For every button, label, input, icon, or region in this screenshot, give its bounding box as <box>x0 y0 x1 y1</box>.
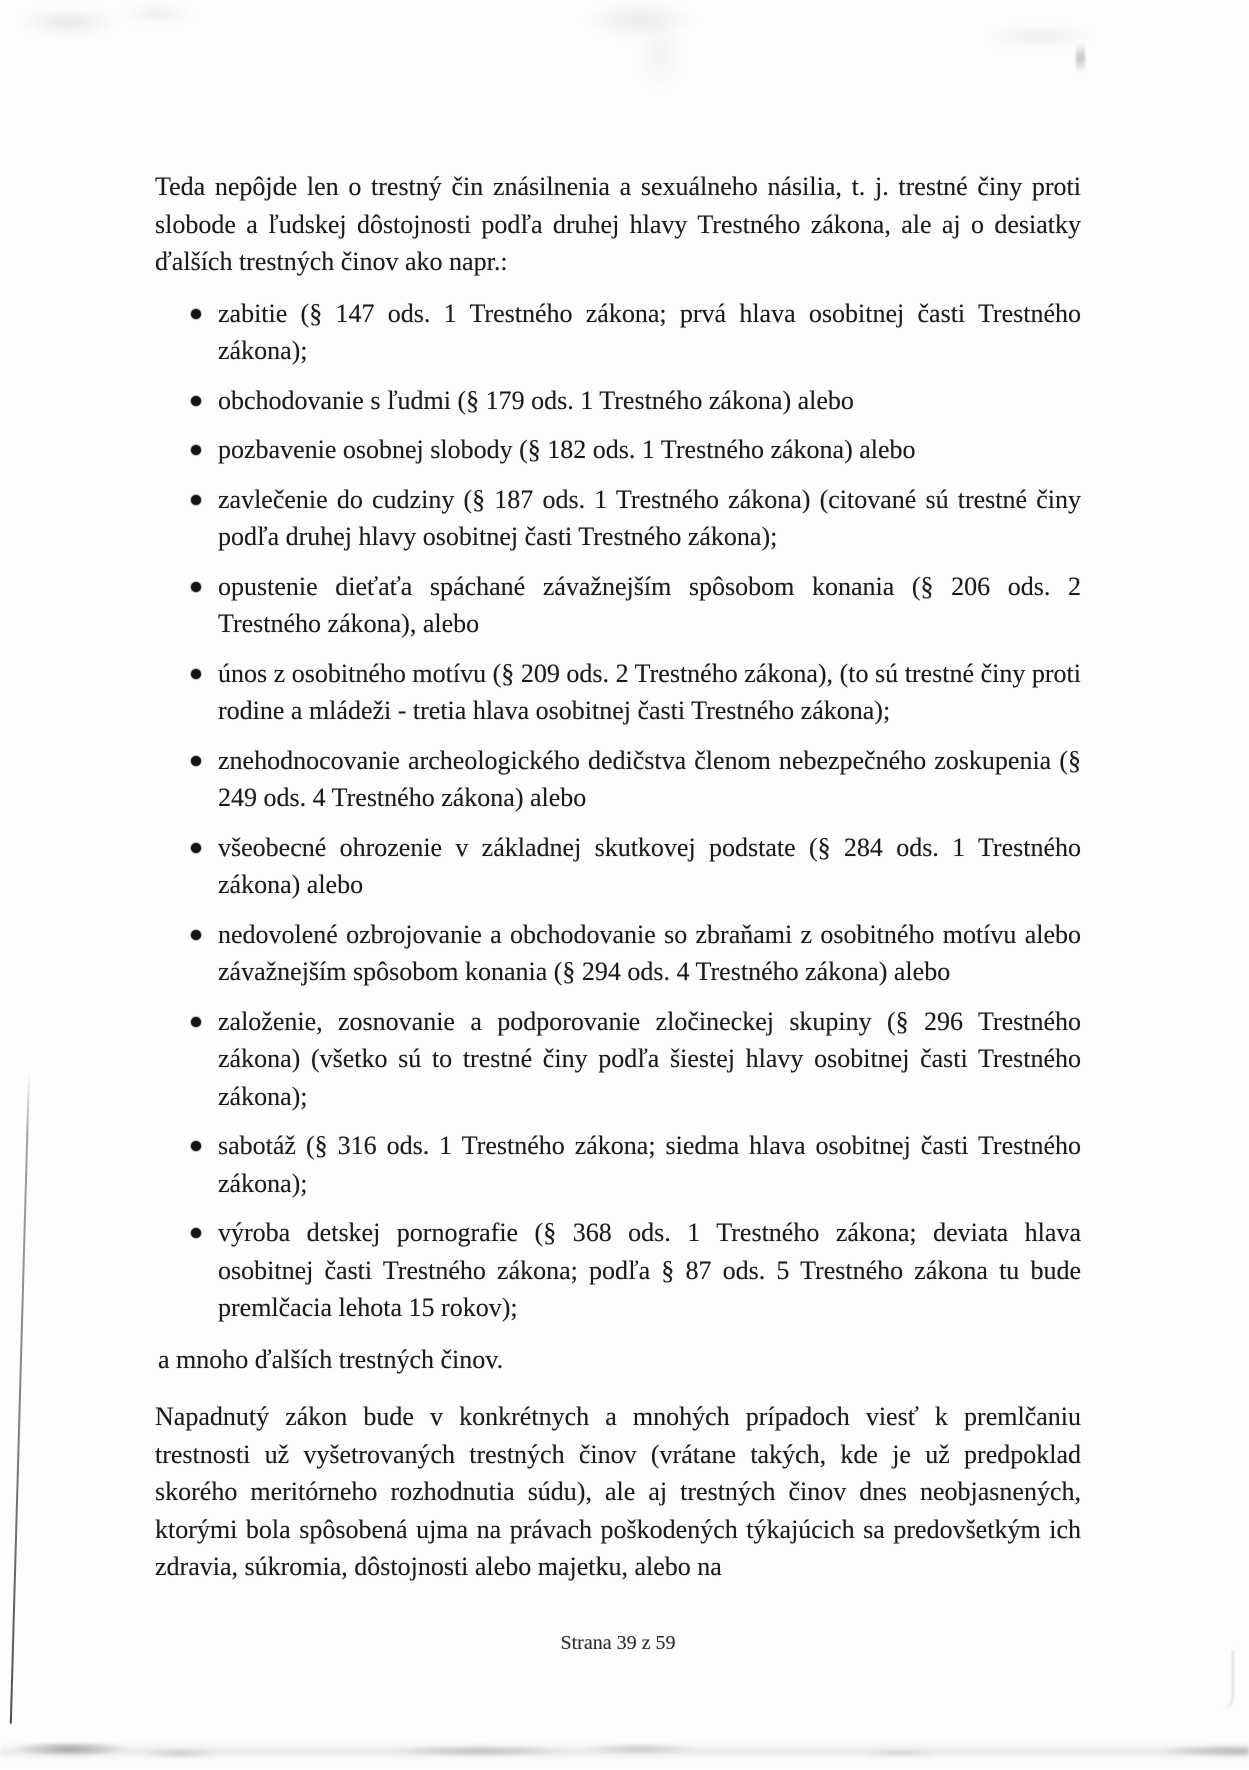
scan-mark-bottom-right <box>1218 1650 1234 1710</box>
list-item-text: obchodovanie s ľudmi (§ 179 ods. 1 Trestného zákona) alebo <box>218 385 854 415</box>
list-item-text: založenie, zosnovanie a podporovanie zločineckej skupiny (§ 296 Trestného zákona) (všetko sú to trestné činy podľa šiestej hlavy osobitnej časti Trestného zákona); <box>218 1006 1081 1111</box>
offense-list <box>155 295 1081 1327</box>
scan-mark-right-edge <box>1076 40 1085 76</box>
list-item <box>155 655 1081 730</box>
list-item-text: výroba detskej pornografie (§ 368 ods. 1 Trestného zákona; deviata hlava osobitnej časti Trestného zákona; podľa § 87 ods. 5 Trestného zákona tu bude premlčacia lehota 15 rokov); <box>218 1218 1081 1322</box>
list-item <box>155 481 1081 556</box>
list-item <box>155 295 1081 370</box>
list-item-text: nedovolené ozbrojovanie a obchodovanie so zbraňami z osobitného motívu alebo závažnejším spôsobom konania (§ 294 ods. 4 Trestného zákona) alebo <box>218 919 1081 986</box>
scan-line-left-edge <box>10 1072 30 1724</box>
list-item <box>155 431 1081 469</box>
list-item <box>155 1003 1081 1116</box>
list-item-text: sabotáž (§ 316 ods. 1 Trestného zákona; siedma hlava osobitnej časti Trestného zákona); <box>218 1131 1081 1198</box>
bullet-icon <box>191 1017 201 1027</box>
scan-smudge-top-left <box>8 2 218 77</box>
list-item <box>155 916 1081 991</box>
list-item <box>155 568 1081 643</box>
bullet-icon <box>191 930 201 940</box>
list-item <box>155 829 1081 904</box>
list-item <box>155 742 1081 817</box>
list-item-text: zavlečenie do cudziny (§ 187 ods. 1 Trestného zákona) (citované sú trestné činy podľa druhej hlavy osobitnej časti Trestného zákona); <box>218 484 1081 551</box>
scan-smudge-top-center <box>520 0 780 110</box>
bullet-icon <box>191 669 201 679</box>
closing-paragraph: Napadnutý zákon bude v konkrétnych a mnohých prípadoch viesť k premlčaniu trestnosti už vyšetrovaných trestných činov (vrátane takých, kde je už predpoklad skorého meritórneho rozhodnutia súdu), ale aj trestných činov dnes neobjasnených, ktorými bola spôsobená ujma na právach poškodených týkajúcich sa predovšetkým ich zdravia, súkromia, dôstojnosti alebo majetku, alebo na <box>155 1402 1081 1581</box>
bullet-icon <box>191 1141 201 1151</box>
intro-paragraph: Teda nepôjde len o trestný čin znásilnenia a sexuálneho násilia, t. j. trestné činy proti slobode a ľudskej dôstojnosti podľa druhej hlavy Trestného zákona, ale aj o desiatky ďalších trestných činov ako napr.: <box>155 172 1081 276</box>
list-item <box>155 382 1081 420</box>
bullet-icon <box>191 756 201 766</box>
page-number: Strana 39 z 59 <box>560 1632 676 1654</box>
scan-smudge-top-right <box>950 15 1130 70</box>
bullet-icon <box>191 309 201 319</box>
bullet-icon <box>191 1228 201 1238</box>
bullet-icon <box>191 495 201 505</box>
list-item <box>155 1127 1081 1202</box>
list-item <box>155 1214 1081 1327</box>
after-list-line: a mnoho ďalších trestných činov. <box>158 1344 504 1374</box>
list-item-text: znehodnocovanie archeologického dedičstva členom nebezpečného zoskupenia (§ 249 ods. 4 Trestného zákona) alebo <box>218 745 1081 812</box>
list-item-text: všeobecné ohrozenie v základnej skutkovej podstate (§ 284 ods. 1 Trestného zákona) alebo <box>218 832 1081 899</box>
list-item-text: zabitie (§ 147 ods. 1 Trestného zákona; prvá hlava osobitnej časti Trestného zákona); <box>218 298 1081 365</box>
scan-smudge-bottom-band <box>0 1735 1249 1765</box>
bullet-icon <box>191 396 201 406</box>
bullet-icon <box>191 582 201 592</box>
list-item-text: pozbavenie osobnej slobody (§ 182 ods. 1 Trestného zákona) alebo <box>218 435 916 464</box>
list-item-text: opustenie dieťaťa spáchané závažnejším spôsobom konania (§ 206 ods. 2 Trestného zákona), alebo <box>218 571 1081 638</box>
document-body <box>155 168 1081 1586</box>
bullet-icon <box>191 843 201 853</box>
bullet-icon <box>191 445 201 455</box>
list-item-text: únos z osobitného motívu (§ 209 ods. 2 Trestného zákona), (to sú trestné činy proti rodine a mládeži - tretia hlava osobitnej časti Trestného zákona); <box>218 658 1081 725</box>
